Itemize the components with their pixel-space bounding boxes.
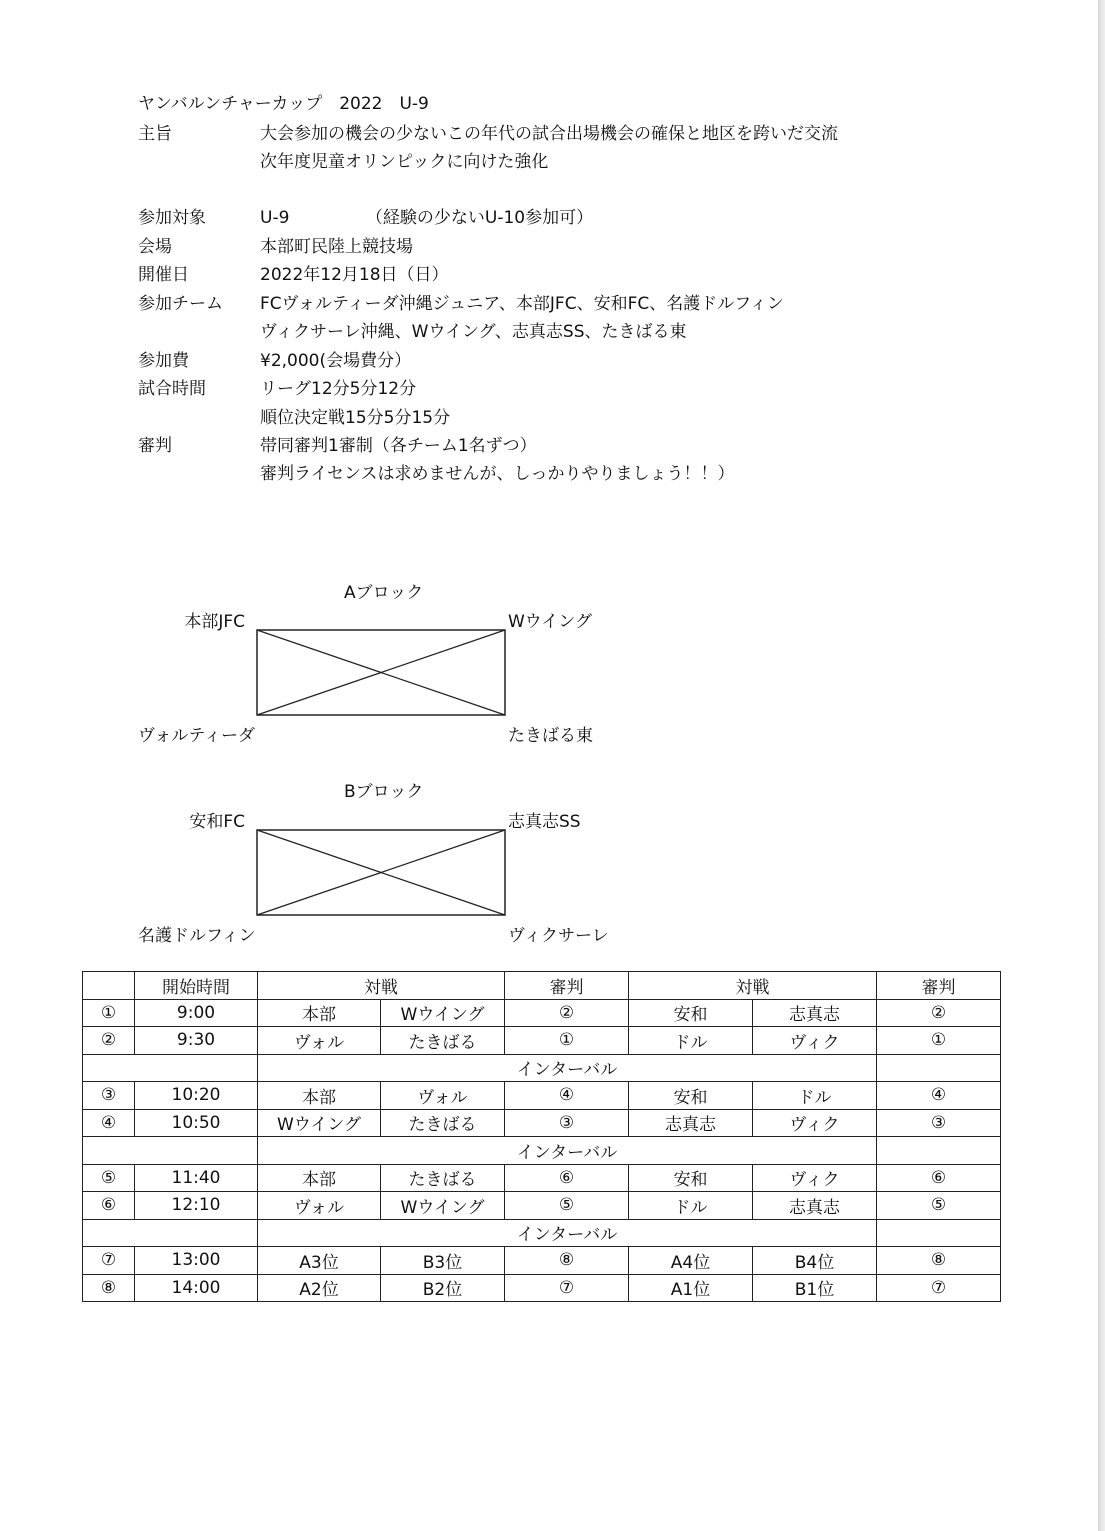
block-b-top-left-team: 安和FC bbox=[189, 812, 245, 832]
block-a-team-1: ヴォル bbox=[258, 1027, 381, 1055]
block-a-referee: ⑤ bbox=[505, 1192, 629, 1220]
page-edge-shadow bbox=[1098, 0, 1105, 1531]
interval-label: インターバル bbox=[258, 1219, 877, 1247]
referee-line-1: 帯同審判1審制（各チーム1名ずつ） bbox=[260, 436, 537, 456]
block-b-team-1: 安和 bbox=[629, 1164, 753, 1192]
teams-line-2: ヴィクサーレ沖縄、Wウイング、志真志SS、たきばる東 bbox=[260, 322, 687, 342]
block-a-team-1: A3位 bbox=[258, 1247, 381, 1275]
eligibility-value: U-9 （経験の少ないU-10参加可） bbox=[260, 208, 594, 228]
schedule-match-row bbox=[83, 999, 1001, 1027]
start-time: 13:00 bbox=[135, 1247, 258, 1275]
block-a-team-2: B2位 bbox=[381, 1274, 505, 1302]
block-b-title: Bブロック bbox=[344, 782, 424, 802]
schedule-interval-row bbox=[83, 1137, 1001, 1165]
header-start-time: 開始時間 bbox=[135, 972, 258, 1000]
block-a-bottom-right-team: たきばる東 bbox=[508, 726, 593, 746]
block-a-top-left-team: 本部JFC bbox=[184, 612, 245, 632]
block-a-team-2: Wウイング bbox=[381, 1192, 505, 1220]
block-b-referee: ② bbox=[877, 999, 1001, 1027]
block-b-team-1: 志真志 bbox=[629, 1109, 753, 1137]
purpose-line-2: 次年度児童オリンピックに向けた強化 bbox=[260, 152, 549, 172]
label-teams: 参加チーム bbox=[138, 294, 223, 314]
block-a-referee: ⑥ bbox=[505, 1164, 629, 1192]
block-a-team-2: たきばる bbox=[381, 1027, 505, 1055]
match-number: ⑤ bbox=[83, 1164, 135, 1192]
block-b-team-1: ドル bbox=[629, 1192, 753, 1220]
date-value: 2022年12月18日（日） bbox=[260, 265, 449, 285]
start-time: 9:30 bbox=[135, 1027, 258, 1055]
block-a-team-1: A2位 bbox=[258, 1274, 381, 1302]
header-match-block-b: 対戦 bbox=[629, 972, 877, 1000]
block-b-team-2: 志真志 bbox=[753, 999, 877, 1027]
referee-line-2: 審判ライセンスは求めませんが、しっかりやりましょう！！） bbox=[260, 464, 735, 484]
block-b-referee: ④ bbox=[877, 1082, 1001, 1110]
schedule-match-row bbox=[83, 1247, 1001, 1275]
schedule-header-row bbox=[83, 972, 1001, 1000]
block-a-referee: ② bbox=[505, 999, 629, 1027]
block-b-referee: ⑧ bbox=[877, 1247, 1001, 1275]
block-a-referee: ⑧ bbox=[505, 1247, 629, 1275]
header-number bbox=[83, 972, 135, 1000]
label-venue: 会場 bbox=[138, 237, 172, 257]
block-b-referee: ⑤ bbox=[877, 1192, 1001, 1220]
block-a-team-1: 本部 bbox=[258, 1082, 381, 1110]
interval-empty-cell bbox=[83, 1054, 258, 1082]
label-referee: 審判 bbox=[138, 436, 172, 456]
start-time: 14:00 bbox=[135, 1274, 258, 1302]
match-number: ④ bbox=[83, 1109, 135, 1137]
match-number: ⑧ bbox=[83, 1274, 135, 1302]
interval-empty-cell bbox=[877, 1137, 1001, 1165]
block-b-referee: ① bbox=[877, 1027, 1001, 1055]
block-b-team-1: A4位 bbox=[629, 1247, 753, 1275]
interval-empty-cell bbox=[877, 1219, 1001, 1247]
block-a-referee: ③ bbox=[505, 1109, 629, 1137]
schedule-body bbox=[83, 972, 1001, 1302]
header-match-block-a: 対戦 bbox=[258, 972, 505, 1000]
label-fee: 参加費 bbox=[138, 351, 189, 371]
fee-value: ¥2,000(会場費分） bbox=[260, 351, 412, 371]
start-time: 12:10 bbox=[135, 1192, 258, 1220]
match-number: ② bbox=[83, 1027, 135, 1055]
start-time: 11:40 bbox=[135, 1164, 258, 1192]
interval-empty-cell bbox=[877, 1054, 1001, 1082]
block-b-team-2: ドル bbox=[753, 1082, 877, 1110]
block-a-team-1: 本部 bbox=[258, 999, 381, 1027]
block-a-top-right-team: Wウイング bbox=[508, 612, 592, 632]
teams-line-1: FCヴォルティーダ沖縄ジュニア、本部JFC、安和FC、名護ドルフィン bbox=[260, 294, 784, 314]
match-time-line-2: 順位決定戦15分5分15分 bbox=[260, 408, 451, 428]
schedule-match-row bbox=[83, 1027, 1001, 1055]
schedule-match-row bbox=[83, 1192, 1001, 1220]
label-date: 開催日 bbox=[138, 265, 189, 285]
block-b-team-2: ヴィク bbox=[753, 1164, 877, 1192]
block-a-title: Aブロック bbox=[344, 583, 424, 603]
block-a-team-2: Wウイング bbox=[381, 999, 505, 1027]
block-b-team-2: 志真志 bbox=[753, 1192, 877, 1220]
interval-empty-cell bbox=[83, 1137, 258, 1165]
block-b-referee: ③ bbox=[877, 1109, 1001, 1137]
match-number: ① bbox=[83, 999, 135, 1027]
block-b-team-1: 安和 bbox=[629, 1082, 753, 1110]
schedule-interval-row bbox=[83, 1054, 1001, 1082]
block-b-team-1: ドル bbox=[629, 1027, 753, 1055]
label-purpose: 主旨 bbox=[138, 124, 172, 144]
block-a-bottom-left-team: ヴォルティーダ bbox=[138, 726, 255, 746]
match-number: ⑦ bbox=[83, 1247, 135, 1275]
interval-label: インターバル bbox=[258, 1137, 877, 1165]
interval-label: インターバル bbox=[258, 1054, 877, 1082]
block-a-referee: ④ bbox=[505, 1082, 629, 1110]
schedule-match-row bbox=[83, 1164, 1001, 1192]
block-b-league-diagram bbox=[256, 829, 506, 916]
match-number: ③ bbox=[83, 1082, 135, 1110]
block-a-team-2: ヴォル bbox=[381, 1082, 505, 1110]
interval-empty-cell bbox=[83, 1219, 258, 1247]
document-title: ヤンバルンチャーカップ 2022 U-9 bbox=[138, 94, 429, 114]
block-b-team-2: ヴィク bbox=[753, 1027, 877, 1055]
match-number: ⑥ bbox=[83, 1192, 135, 1220]
block-b-team-2: B4位 bbox=[753, 1247, 877, 1275]
block-a-team-1: ヴォル bbox=[258, 1192, 381, 1220]
purpose-line-1: 大会参加の機会の少ないこの年代の試合出場機会の確保と地区を跨いだ交流 bbox=[260, 124, 838, 144]
block-b-team-1: A1位 bbox=[629, 1274, 753, 1302]
block-a-team-2: B3位 bbox=[381, 1247, 505, 1275]
block-b-team-1: 安和 bbox=[629, 999, 753, 1027]
label-match-time: 試合時間 bbox=[138, 379, 206, 399]
start-time: 10:50 bbox=[135, 1109, 258, 1137]
block-b-bottom-right-team: ヴィクサーレ bbox=[508, 926, 609, 946]
block-b-team-2: B1位 bbox=[753, 1274, 877, 1302]
match-time-line-1: リーグ12分5分12分 bbox=[260, 379, 417, 399]
schedule-table bbox=[82, 971, 1001, 1302]
block-a-referee: ① bbox=[505, 1027, 629, 1055]
header-referee-block-b: 審判 bbox=[877, 972, 1001, 1000]
block-b-bottom-left-team: 名護ドルフィン bbox=[138, 926, 256, 946]
block-a-team-1: Wウイング bbox=[258, 1109, 381, 1137]
venue-value: 本部町民陸上競技場 bbox=[260, 237, 413, 257]
schedule-match-row bbox=[83, 1109, 1001, 1137]
block-a-team-1: 本部 bbox=[258, 1164, 381, 1192]
block-a-team-2: たきばる bbox=[381, 1164, 505, 1192]
header-referee-block-a: 審判 bbox=[505, 972, 629, 1000]
start-time: 9:00 bbox=[135, 999, 258, 1027]
block-b-referee: ⑥ bbox=[877, 1164, 1001, 1192]
block-b-top-right-team: 志真志SS bbox=[508, 812, 581, 832]
block-a-league-diagram bbox=[256, 629, 506, 716]
start-time: 10:20 bbox=[135, 1082, 258, 1110]
block-a-referee: ⑦ bbox=[505, 1274, 629, 1302]
schedule-match-row bbox=[83, 1274, 1001, 1302]
block-a-team-2: たきばる bbox=[381, 1109, 505, 1137]
schedule-match-row bbox=[83, 1082, 1001, 1110]
block-b-team-2: ヴィク bbox=[753, 1109, 877, 1137]
schedule-interval-row bbox=[83, 1219, 1001, 1247]
label-eligibility: 参加対象 bbox=[138, 208, 206, 228]
block-b-referee: ⑦ bbox=[877, 1274, 1001, 1302]
